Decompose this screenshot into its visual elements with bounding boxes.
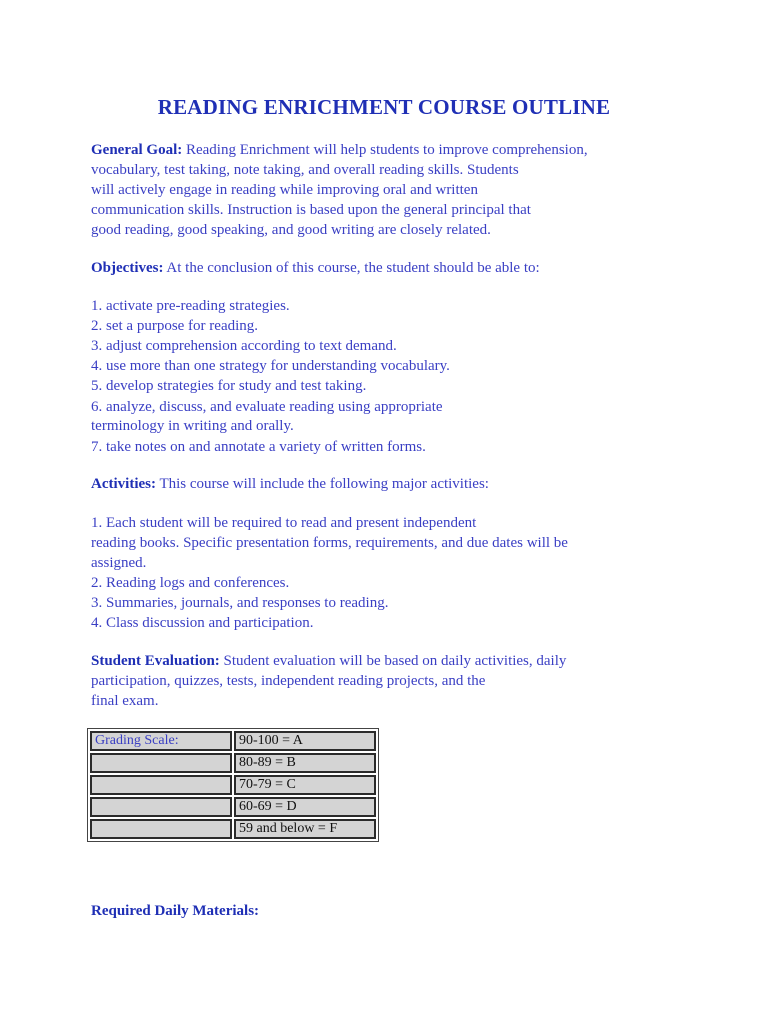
objectives-line xyxy=(91,259,540,277)
general-goal-line xyxy=(91,141,588,159)
activity-item: 1. Each student will be required to read and present independent xyxy=(91,515,477,531)
objective-item: 5. develop strategies for study and test taking. xyxy=(91,378,367,394)
objective-item: 4. use more than one strategy for understanding vocabulary. xyxy=(91,358,450,374)
objective-item: 2. set a purpose for reading. xyxy=(91,318,259,334)
table-row xyxy=(90,753,376,773)
activity-item: reading books. Specific presentation forms, requirements, and due dates will be xyxy=(91,535,568,551)
student-evaluation-line xyxy=(91,652,566,670)
objectives-label: Objectives: xyxy=(91,260,164,276)
general-goal-line: good reading, good speaking, and good writing are closely related. xyxy=(91,222,491,238)
activities-line xyxy=(91,475,489,493)
empty-cell xyxy=(90,797,232,817)
empty-cell xyxy=(90,775,232,795)
activity-item: 2. Reading logs and conferences. xyxy=(91,575,290,591)
activity-item: assigned. xyxy=(91,555,147,571)
student-evaluation-label: Student Evaluation: xyxy=(91,653,220,669)
activity-item: 3. Summaries, journals, and responses to reading. xyxy=(91,595,389,611)
grade-range-cell: 60-69 = D xyxy=(234,797,376,817)
grade-range-cell: 70-79 = C xyxy=(234,775,376,795)
general-goal-line: communication skills. Instruction is based upon the general principal that xyxy=(91,202,531,218)
objective-item: 3. adjust comprehension according to text demand. xyxy=(91,338,397,354)
grade-range-cell: 90-100 = A xyxy=(234,731,376,751)
activities-intro: This course will include the following major activities: xyxy=(155,476,489,492)
objective-item: 7. take notes on and annotate a variety of written forms. xyxy=(91,439,426,455)
table-row xyxy=(90,819,376,839)
student-evaluation-line: participation, quizzes, tests, independent reading projects, and the xyxy=(91,673,486,689)
grading-scale-table xyxy=(87,728,379,842)
general-goal-line: will actively engage in reading while improving oral and written xyxy=(91,182,478,198)
general-goal-label: General Goal: xyxy=(91,142,183,158)
activity-item: 4. Class discussion and participation. xyxy=(91,615,314,631)
objective-item: terminology in writing and orally. xyxy=(91,418,294,434)
grade-range-cell: 80-89 = B xyxy=(234,753,376,773)
general-goal-line: vocabulary, test taking, note taking, and overall reading skills. Students xyxy=(91,162,519,178)
table-row xyxy=(90,797,376,817)
table-row xyxy=(90,775,376,795)
empty-cell xyxy=(90,819,232,839)
activities-label: Activities: xyxy=(91,476,156,492)
general-goal-text: Reading Enrichment will help students to improve comprehension, xyxy=(182,142,588,158)
grade-range-cell: 59 and below = F xyxy=(234,819,376,839)
table-row xyxy=(90,731,376,751)
grading-scale-label-cell: Grading Scale: xyxy=(90,731,232,751)
student-evaluation-text: Student evaluation will be based on daily activities, daily xyxy=(219,653,567,669)
objective-item: 1. activate pre-reading strategies. xyxy=(91,298,290,314)
required-materials-label: Required Daily Materials: xyxy=(91,903,260,919)
page-title: READING ENRICHMENT COURSE OUTLINE xyxy=(157,95,611,119)
student-evaluation-line: final exam. xyxy=(91,693,159,709)
empty-cell xyxy=(90,753,232,773)
objective-item: 6. analyze, discuss, and evaluate reading using appropriate xyxy=(91,399,443,415)
objectives-intro: At the conclusion of this course, the student should be able to: xyxy=(163,260,540,276)
